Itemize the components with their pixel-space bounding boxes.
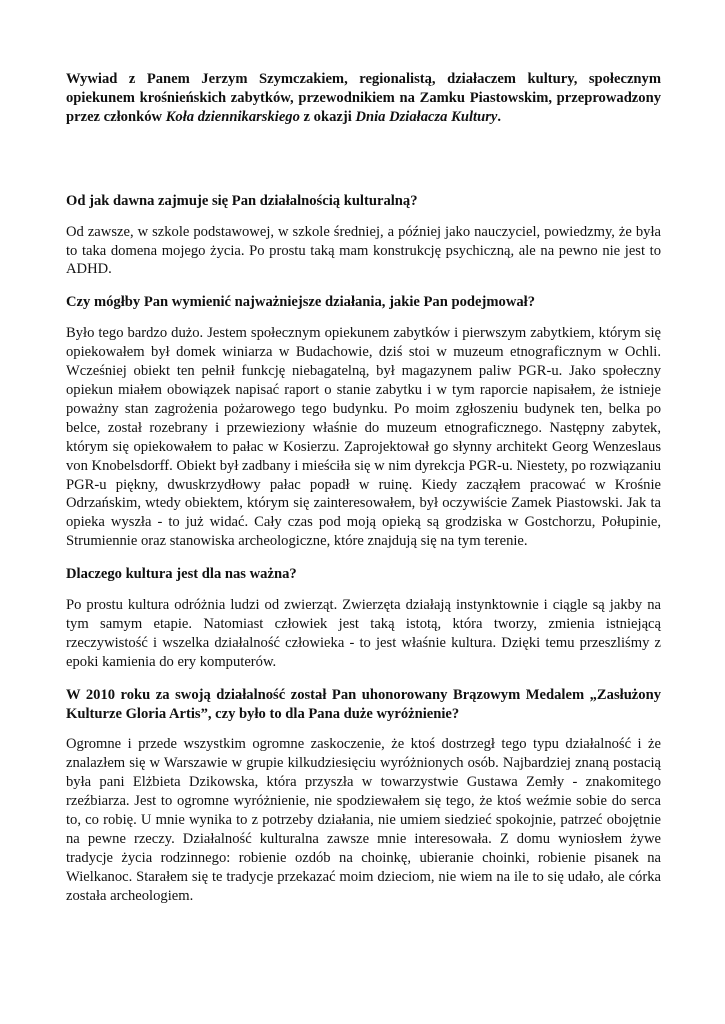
- intro-paragraph: [66, 70, 661, 127]
- intro-italic-kolo: Koła dziennikarskiego: [165, 108, 300, 125]
- question-3: Dlaczego kultura jest dla nas ważna?: [66, 566, 297, 583]
- intro-text-2: z okazji: [299, 108, 356, 125]
- answer-3: Po prostu kultura odróżnia ludzi od zwierząt. Zwierzęta działają instynktownie i ciągle są jakby na tym samym etapie. Natomiast człowiek jest taką istotą, która tworzy, zmienia istniejącą rzeczywistość i wszelka działalność człowieka - to jest właśnie kultura. Dzięki temu przeszliśmy z epoki kamienia do ery komputerów.: [66, 597, 661, 670]
- question-2: Czy mógłby Pan wymienić najważniejsze działania, jakie Pan podejmował?: [66, 294, 536, 311]
- answer-4: Ogromne i przede wszystkim ogromne zaskoczenie, że ktoś dostrzegł tego typu działalność i że znalazłem się w Warszawie w grupie kilkudziesięciu wyróżnionych osób. Najbardziej znaną postacią była pani Elżbieta Dzikowska, która przyszła w towarzystwie Gustawa Zemły - znakomitego rzeźbiarza. Jest to ogromne wyróżnienie, nie spodziewałem się tego, że ktoś weźmie sobie do serca to, co robię. U mnie wynika to z potrzeby działania, nie umiem siedzieć spokojnie, patrzeć obojętnie na pewne rzeczy. Działalność kulturalna zawsze mnie interesowała. Z domu wyniosłem żywe tradycje życia rodzinnego: robienie ozdób na choinkę, ubieranie choinki, robienie pisanek na Wielkanoc. Starałem się te tradycje przekazać moim dzieciom, nie wiem na ile to się udało, ale córka została archeologiem.: [66, 736, 661, 904]
- question-1: Od jak dawna zajmuje się Pan działalnością kulturalną?: [66, 192, 418, 209]
- answer-2: Było tego bardzo dużo. Jestem społecznym opiekunem zabytków i pierwszym zabytkiem, którym się opiekowałem był domek winiarza w Budachowie, dziś stoi w muzeum etnograficznym w Ochli. Wcześniej obiekt ten pełnił funkcję niebagatelną, był magazynem paliw PGR-u. Jako społeczny opiekun miałem obowiązek napisać raport o stanie zabytku i w tym raporcie napisałem, że istnieje poważny stan zagrożenia pożarowego tego budynku. Po moim zgłoszeniu budynek ten, belka po belce, został rozebrany i przewieziony właśnie do muzeum etnograficznego. Następny zabytek, którym się opiekowałem to pałac w Kosierzu. Zaprojektował go słynny architekt Georg Wenzeslaus von Knobelsdorff. Obiekt był zadbany i mieściła się w nim dyrekcja PGR-u. Niestety, po rozwiązaniu PGR-u piękny, dwuskrzydłowy pałac popadł w ruinę. Kiedy zacząłem pracować w Krośnie Odrzańskim, wtedy obiektem, którym się zainteresowałem, był oczywiście Zamek Piastowski. Jak ta opieka wyszła - to już widać. Cały czas pod moją opieką są grodziska w Gostchorzu, Połupinie, Strumiennie oraz stanowiska archeologiczne, które znajdują się na tym terenie.: [66, 325, 661, 550]
- question-4: W 2010 roku za swoją działalność został Pan uhonorowany Brązowym Medalem „Zasłużony Kulturze Gloria Artis”, czy było to dla Pana duże wyróżnienie?: [66, 686, 661, 722]
- document-page: [66, 70, 661, 906]
- intro-text-1: Wywiad z Panem Jerzym Szymczakiem, regionalistą, działaczem kultury, społecznym opiekunem krośnieńskich zabytków, przewodnikiem na Zamku Piastowskim, przeprowadzony przez członków: [66, 71, 661, 125]
- answer-1: Od zawsze, w szkole podstawowej, w szkole średniej, a później jako nauczyciel, powiedzmy, że była to taka domena mojego życia. Po prostu taką mam konstrukcję psychiczną, ale na pewno nie jest to ADHD.: [66, 223, 661, 278]
- intro-text-3: .: [497, 108, 502, 125]
- intro-italic-dzien: Dnia Działacza Kultury: [355, 108, 498, 125]
